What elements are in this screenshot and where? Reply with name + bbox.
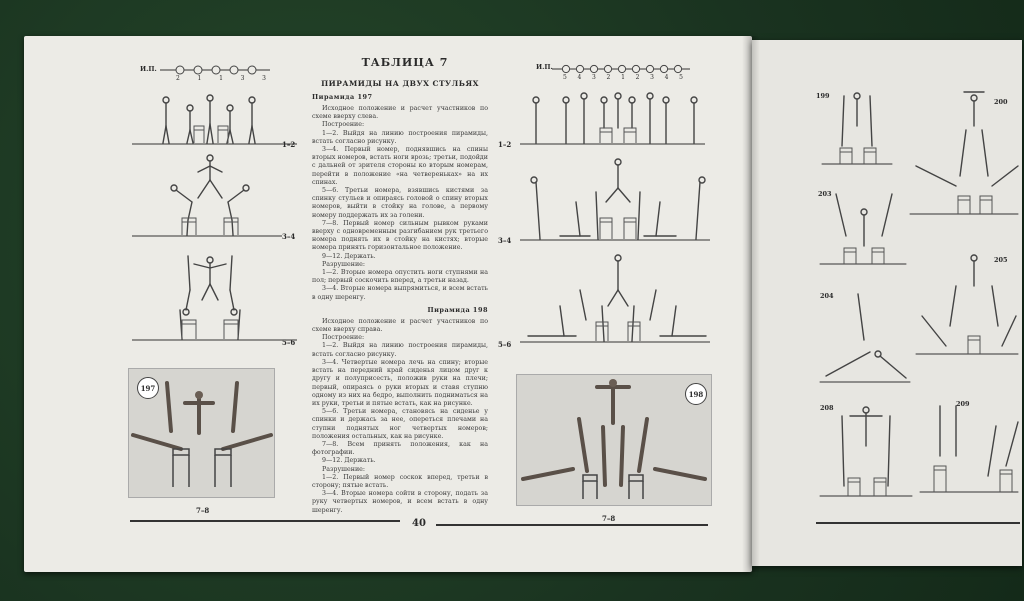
paragraph: 1—2. Вторые номера опустить ноги ступнями на пол; первый соскочить вперед, а третьи назад. [312, 269, 488, 285]
paragraph: Исходное положение и расчет участников по схеме вверху слева. [312, 105, 488, 121]
np-num: 3 [650, 74, 654, 81]
paragraph: 5—6. Третьи номера, взявшись кистями за спинку стульев и опираясь головой о спину вторых номеров, выйти в стойку на голове, а первому номеру поддержать их за голени. [312, 187, 488, 219]
left-diagram-1-2 [132, 88, 302, 148]
paragraph: 3—4. Первый номер, поднявшись на спины вторых номеров, встать ноги врозь; третьи, подойди с дальней от зрителя стороны ко вторым номерам, перейти в положение «на четвереньках» на их спинах. [312, 146, 488, 186]
paragraph: 1—2. Первый номер соскок вперед, третьи в сторону; пятые встать. [312, 473, 488, 489]
left-diagram-3-4 [132, 150, 302, 240]
text-column [312, 56, 488, 515]
paragraph: Построение: [322, 334, 365, 342]
np-num: 2 [606, 74, 611, 81]
np-num: 5 [679, 74, 683, 81]
right-page-diagrams [760, 86, 1020, 516]
table-title: ТАБЛИЦА 7 [361, 56, 449, 69]
p197-body [312, 105, 488, 302]
p198-body [312, 318, 488, 515]
photo-badge-198: 198 [685, 383, 707, 405]
np-num: 5 [563, 74, 567, 81]
paragraph: Разрушение: [322, 260, 365, 268]
left-diagram-5-6 [132, 250, 302, 345]
np-num: 3 [592, 74, 596, 81]
photo-caption-197: 7–8 [196, 506, 210, 515]
p197-heading: Пирамида 197 [312, 93, 373, 101]
paragraph: 3—4. Четвертые номера лечь на спину; вторые встать на передний край сиденья лицом друг к другу и полуприсесть, положив руки на плечи; первый, опираясь о руки вторых и ставя ступню одному из них на бедро, выполнить подниматься на их руки, третьи и пятые встать, как на рисунке. [312, 358, 488, 407]
np-num: 4 [664, 74, 669, 81]
page-number: 40 [412, 518, 426, 529]
paragraph: 1—2. Выйдя на линию построения пирамиды, встать согласно рисунку. [312, 342, 488, 358]
left-label-1-2: 1–2 [282, 140, 296, 149]
np-num: 3 [240, 75, 245, 82]
paragraph: Исходное положение и расчет участников по схеме вверху справа. [312, 317, 488, 334]
middle-label-3-4: 3–4 [498, 236, 512, 245]
np-num: 2 [635, 74, 640, 81]
footer-rule-left [130, 520, 400, 522]
np-num: 1 [197, 75, 202, 82]
np-num: 1 [621, 74, 625, 81]
right-num-199: 199 [816, 92, 830, 100]
photo-caption-198: 7–8 [602, 514, 616, 523]
book-gutter [742, 36, 760, 572]
photo-badge-197: 197 [137, 377, 159, 399]
right-num-200: 200 [994, 98, 1008, 106]
left-label-3-4: 3–4 [282, 232, 296, 241]
paragraph: 7—8. Первый номер сильным рывком руками вверху с одновременным разгибанием рук третьего номера поднять их в стойку на кистях; вторые номера принять горизонтальное положение. [312, 219, 488, 252]
paragraph: 7—8. Всем принять положения, как на фотографии. [312, 440, 488, 457]
np-num: 2 [176, 75, 180, 82]
right-num-203: 203 [818, 190, 832, 198]
np-num: 1 [219, 75, 223, 82]
p198-heading: Пирамида 198 [427, 305, 488, 314]
left-label-5-6: 5–6 [282, 338, 296, 347]
right-num-204: 204 [820, 292, 834, 300]
np-num: 3 [262, 75, 266, 82]
right-num-205: 205 [994, 256, 1008, 264]
photo-pyramid-197 [128, 368, 275, 498]
footer-rule-right [436, 524, 708, 526]
middle-label-1-2: 1–2 [498, 140, 512, 149]
paragraph: 5—6. Третьи номера, становясь на сиденье у спинки и держась за нее, опереться плечами на ступни поднятых ног четвертых номеров; положения остальных, как на рисунке. [312, 408, 488, 440]
right-num-208: 208 [820, 404, 834, 412]
middle-diagram-5-6 [520, 250, 710, 345]
paragraph: 1—2. Выйдя на линию построения пирамиды, встать согласно рисунку. [312, 129, 488, 145]
paragraph: Построение: [322, 121, 365, 129]
paragraph: 3—4. Вторые номера выпрямиться, и всем встать в одну шеренгу. [312, 285, 488, 301]
middle-np-label: И.П. [536, 63, 553, 71]
np-num: 4 [577, 74, 582, 81]
paragraph: 3—4. Вторые номера сойти в сторону, подать за руку четвертых номеров, и всем встать в одну шеренгу. [312, 490, 488, 514]
left-np-label: И.П. [140, 65, 157, 73]
middle-label-5-6: 5–6 [498, 340, 512, 349]
section-title: ПИРАМИДЫ НА ДВУХ СТУЛЬЯХ [321, 79, 479, 88]
right-num-209: 209 [956, 400, 970, 408]
footer-rule-right-page [816, 522, 1020, 524]
paragraph: Разрушение: [322, 465, 365, 473]
middle-diagram-3-4 [520, 152, 710, 242]
paragraph: 9—12. Держать. [322, 457, 376, 465]
middle-diagram-1-2 [520, 88, 710, 148]
photo-pyramid-198 [516, 374, 712, 506]
paragraph: 9—12. Держать. [322, 252, 376, 260]
